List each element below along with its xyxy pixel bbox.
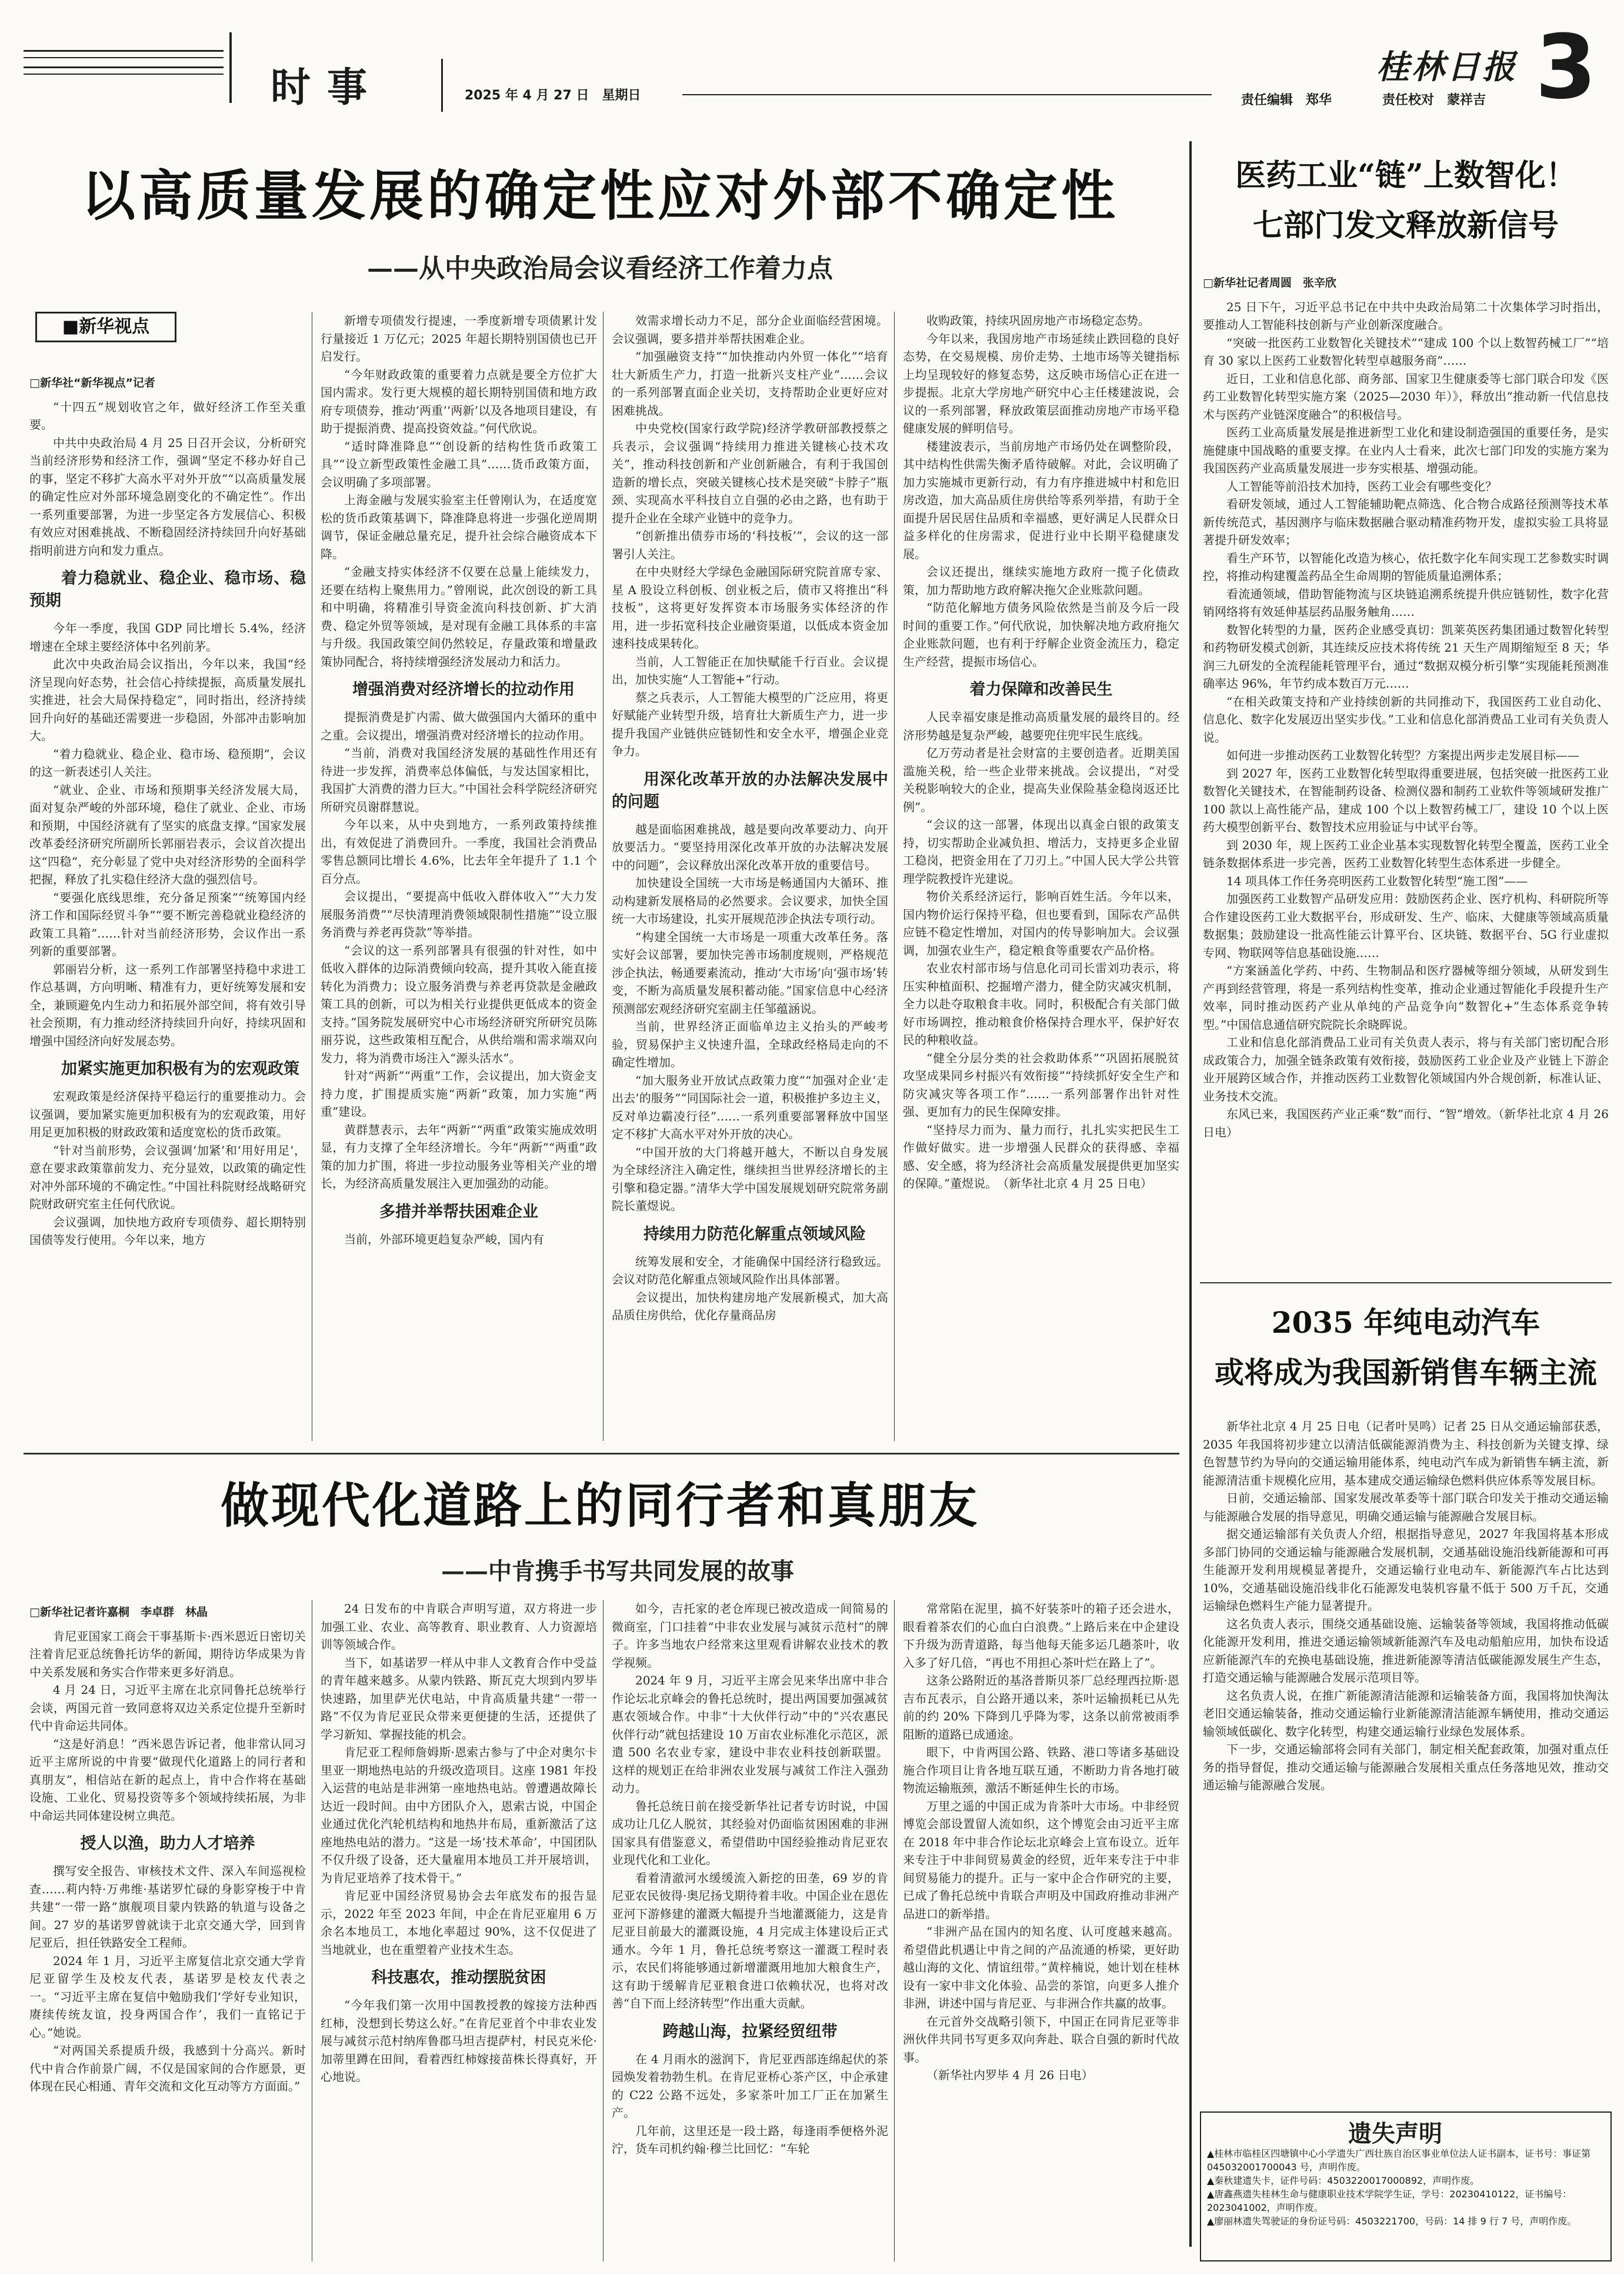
masthead — [0, 0, 1624, 124]
paragraph: 郭丽岩分析，这一系列工作部署坚持稳中求进工作总基调，方向明晰、精准有力，更好统筹发展和安全，兼顾避免内生动力和拓展外部空间，将有效引导社会预期，有力推动经济持续回升向好，持续巩固和增强中国经济向好发展态势。 — [29, 962, 306, 1048]
paragraph: 2024 年 9 月，习近平主席会见来华出席中非合作论坛北京峰会的鲁托总统时，提出两国要加强减贫惠农领域合作。中非“十大伙伴行动”中的“兴农惠民伙伴行动”就包括建设 10 万亩农业标准化示范区，派遣 500 名农业专家，建设中非农业科技创新联盟。这样的规划正在给非洲农业发展与减贫工作注入强劲动力。 — [612, 1673, 888, 1795]
paragraph: 医药工业高质量发展是推进新型工业化和建设制造强国的重要任务，是实施健康中国战略的重要支撑。在业内人士看来，此次七部门印发的实施方案为我国医药产业高质量发展进一步夯实根基、增强动能。 — [1203, 425, 1609, 475]
paragraph: 到 2027 年，医药工业数智化转型取得重要进展，包括突破一批医药工业数智化关键技术，在智能制药设备、检测仪器和制药工业软件等领域研发推广 100 款以上高性能产品，建成 100 个以上数智药械工厂，建设 10 个以上医药大模型创新平台、数智技术应用验证与中试平台等。 — [1203, 766, 1609, 834]
notice-item: ▲秦秋建遗失卡，证件号码：4503220017000892，声明作废。 — [1207, 2175, 1480, 2186]
paragraph: 日前，交通运输部、国家发展改革委等十部门联合印发关于推动交通运输与能源融合发展的指导意见，明确交通运输与能源融合发展目标。 — [1203, 1491, 1609, 1523]
editor-credit: 责任编辑 郑华 — [1241, 93, 1332, 108]
lead-byline: □新华社“新华视点”记者 — [29, 376, 155, 389]
paragraph: 宏观政策是经济保持平稳运行的重要推动力。会议强调，要加紧实施更加积极有为的宏观政策，用好用足更加积极的财政政策和适度宽松的货币政策。 — [29, 1089, 306, 1139]
bottom-col2b-paragraphs — [321, 1996, 597, 2086]
section-title: 时事 — [271, 64, 384, 111]
paragraph: 看研发领域，通过人工智能辅助靶点筛选、化合物合成路径预测等技术革新传统范式，基因测序与临床数据融合驱动精准药物开发，虚拟实验工具将显著提升研发效率； — [1203, 497, 1609, 547]
lead-headline: 以高质量发展的确定性应对外部不确定性 — [81, 165, 1119, 228]
side-top-body — [1203, 271, 1609, 1270]
lead-col2b-paragraphs — [321, 708, 597, 1193]
paragraph: 24 日发布的中肯联合声明写道，双方将进一步加强工业、农业、高等教育、职业教育、人力资源培训等领域合作。 — [321, 1602, 597, 1652]
bottom-col3-paragraphs — [612, 1600, 888, 2013]
paragraph: “着力稳就业、稳企业、稳市场、稳预期”，会议的这一新表述引人关注。 — [29, 746, 306, 779]
paragraph: 上海金融与发展实验室主任曾刚认为，在适度宽松的货币政策基调下，降准降息将进一步强化逆周期调节，保证金融总量充足，提升社会综合融资成本下降。 — [321, 493, 597, 561]
paragraph: 据交通运输部有关负责人介绍，根据指导意见，2027 年我国将基本形成多部门协同的交通运输与能源融合发展机制，交通基础设施沿线新能源和可再生能源开发利用规模显著提升，交通运输行业电动车、新能源汽车占比达到 10%，交通基础设施沿线非化石能源发电装机容量不低于 500 万千瓦，交通运输绿色燃料生产能力显著提升。 — [1203, 1527, 1609, 1613]
paragraph: 东风已来，我国医药产业正乘“数”而行、“智”增效。（新华社北京 4 月 26 日电） — [1203, 1107, 1609, 1139]
paragraph: “当前，消费对我国经济发展的基础性作用还有待进一步发挥，消费率总体偏低，与发达国家相比，我国扩大消费的潜力巨大。”中国社会科学院经济研究所研究员谢群慧说。 — [321, 746, 597, 814]
paragraph: 到 2030 年，规上医药工业企业基本实现数智化转型全覆盖，医药工业全链条数据体系进一步完善，医药工业数智化转型生态体系进一步健全。 — [1203, 838, 1609, 870]
bottom-byline: □新华社记者许嘉桐 李卓群 林晶 — [29, 1606, 208, 1619]
paragraph: 在 4 月雨水的滋润下，肯尼亚西部连绵起伏的茶园焕发着勃勃生机。在肯尼亚桥心茶产区，中企承建的 C22 公路不远处，多家茶叶加工厂正在加紧生产。 — [612, 2051, 888, 2120]
paragraph: “突破一批医药工业数智化关键技术”“建成 100 个以上数智药械工厂”“培育 30 家以上医药工业数智化转型卓越服务商”…… — [1203, 335, 1609, 368]
lead-col1c-paragraphs — [29, 1088, 306, 1249]
paragraph: 几年前，这里还是一段土路，每逢雨季便格外泥泞，货车司机约翰·穆兰比回忆：“车轮 — [612, 2123, 888, 2156]
page-number: 3 — [1535, 16, 1597, 119]
bottom-subheading-2: 科技惠农，推动摆脱贫困 — [371, 1969, 546, 1987]
paragraph: 如今，吉托家的老仓库现已被改造成一间简易的微商室，门口挂着“中非农业发展与减贫示范村”的牌子。许多当地农户经常来这里观看讲解农业技术的教学视频。 — [612, 1602, 888, 1670]
bottom-col-divider-3 — [894, 1600, 895, 2261]
paragraph: 鲁托总统日前在接受新华社记者专访时说，中国成功让几亿人脱贫，其经验对仍面临贫困困难的非洲国家具有借鉴意义，希望借助中国经验推动肯尼亚农业现代化和工业化。 — [612, 1799, 888, 1867]
paragraph: “就业、企业、市场和预期事关经济发展大局，面对复杂严峻的外部环境，稳住了就业、企业、市场和预期，中国经济就有了坚实的底盘支撑。”国家发展改革委经济研究所副所长郭丽岩表示，会议首次提出这“四稳”，充分彰显了党中央对经济形势的全面科学把握，释放了扎实稳住经济大盘的强烈信号。 — [29, 782, 306, 886]
bottom-subheading-3: 跨越山海，拉紧经贸纽带 — [662, 2022, 838, 2041]
lead-col-divider-3 — [894, 312, 895, 1441]
paragraph: “对两国关系提质升级，我感到十分高兴。新时代中肯合作前景广阔，不仅是国家间的合作愿景，更体现在民心相通、青年交流和文化互动等方方面面。” — [29, 2043, 306, 2093]
lead-subheading-2: 加紧实施更加积极有为的宏观政策 — [61, 1060, 299, 1078]
bottom-subheading-1: 授人以渔，助力人才培养 — [80, 1834, 255, 1853]
paragraph: “今年财政政策的重要着力点就是要全方位扩大国内需求。发行更大规模的超长期特别国债和地方政府专项债券，推动‘两重’‘两新’以及各地项目建设，有助于提振消费、提高投资效益。”何代欣说。 — [321, 367, 597, 435]
paragraph: 4 月 24 日，习近平主席在北京同鲁托总统举行会谈，两国元首一致同意将双边关系定位提升至新时代中肯命运共同体。 — [29, 1683, 306, 1733]
paragraph: 收购政策，持续巩固房地产市场稳定态势。 — [926, 313, 1150, 328]
paragraph: “十四五”规划收官之年，做好经济工作至关重要。 — [29, 399, 306, 432]
lead-col4b-paragraphs — [903, 708, 1179, 1193]
paragraph: 在元首外交战略引领下，中国正在同肯尼亚等非洲伙伴共同书写更多双向奔赴、联合自强的新时代故事。 — [903, 2014, 1179, 2064]
paragraph: 看流通领域，借助智能物流与区块链追溯系统提升供应链韧性，数字化营销网络将有效延伸基层药品服务触角…… — [1203, 586, 1609, 619]
paragraph: 越是面临困难挑战，越是要向改革要动力、向开放要活力。“要坚持用深化改革开放的办法解决发展中的问题”，会议释放出深化改革开放的重要信号。 — [612, 822, 888, 872]
paragraph: 肯尼亚中国经济贸易协会去年底发布的报告显示，2022 年至 2023 年间，中企在肯尼亚雇用 6 万余名本地员工，本地化率超过 90%，这不仅促进了当地就业，也在重塑着产业技术生态。 — [321, 1889, 597, 1957]
paragraph: 今年一季度，我国 GDP 同比增长 5.4%，经济增速在全球主要经济体中名列前茅。 — [29, 621, 306, 653]
paragraph: “非洲产品在国内的知名度、认可度越来越高。希望借此机遇让中肯之间的产品流通的桥梁，更好助越山海的文化、情谊纽带。”黄梓楠说，她计划在桂林设有一家中非文化体验、品尝的茶馆，向更多人推介非洲，讲述中国与肯尼亚、与非洲合作共赢的故事。 — [903, 1924, 1179, 2010]
paragraph: 新华社北京 4 月 25 日电（记者叶昊鸣）记者 25 日从交通运输部获悉，2035 年我国将初步建立以清洁低碳能源消费为主、科技创新为关键支撑、绿色智慧节约为导向的交通运输用能体系，纯电动汽车成为新销售车辆主流，新能源清洁重卡规模化应用，基本建成交通运输绿色燃料供应体系等发展目标。 — [1203, 1419, 1609, 1487]
paragraph: 如何进一步推动医药工业数智化转型？方案提出两步走发展目标—— — [1226, 748, 1579, 762]
side-mid-body — [1203, 1417, 1609, 2100]
proof-credit: 责任校对 蒙祥吉 — [1382, 93, 1486, 108]
lead-badge: ■新华视点 — [35, 312, 176, 342]
paragraph: 统筹发展和安全，才能确保中国经济行稳致远。会议对防范化解重点领域风险作出具体部署。 — [612, 1254, 888, 1286]
notice-item: ▲廖丽林遗失驾驶证的身份证号码：4503221700，号码：14 排 9 行 7 号，声明作废。 — [1207, 2216, 1577, 2227]
paragraph: “金融支持实体经济不仅要在总量上能续发力，还要在结构上聚焦用力。”曾刚说，此次创设的新工具和中明确，将精准引导资金流向科技创新、扩大消费、稳定外贸等领域，是对现有金融工具体系的丰富与升级。我国政策空间仍然较足，存量政策和增量政策协同配合，将持续增强经济发展动力和活力。 — [321, 565, 597, 669]
paragraph: 中共中央政治局 4 月 25 日召开会议，分析研究当前经济形势和经济工作，强调“坚定不移办好自己的事，坚定不移扩大高水平对外开放”“以高质量发展的确定性应对外部环境急剧变化的不确定性”。作出一系列重要部署，为进一步坚定各方发展信心、积极有效应对困难挑战、不断稳固经济持续回升向好基础指明前进方向和发力重点。 — [29, 435, 306, 558]
paragraph: “构建全国统一大市场是一项重大改革任务。落实好会议部署，要加快完善市场制度规则，严格规范涉企执法，畅通要素流动，推动‘大市场’向‘强市场’转变，不断为高质量发展积蓄动能。”国家信息中心经济预测部宏观经济研究室副主任邹蕴涵说。 — [612, 929, 888, 1016]
paragraph: 人工智能等前沿技术加持，医药工业会有哪些变化？ — [1226, 479, 1497, 493]
paragraph: 肯尼亚工程师詹姆斯·恩索古参与了中企对奥尔卡里亚一期地热电站的升级改造项目。这座 1981 年投入运营的电站是非洲第一座地热电站。曾遭遇故障长达近一段时间。由中方团队介入，恩索古说，中国企业通过优化汽轮机结构和地热井布局，重新激活了这座地热电站的潜力。“这是一场‘技术革命’，中国团队不仅升级了设备，还大量雇用本地员工并开展培训，为肯尼亚培养了技术骨干。” — [321, 1745, 597, 1885]
paragraph: 常常陷在泥里，搞不好装茶叶的箱子还会进水，眼看着茶农们的心血白白浪费。”上路后来在中企建设下升级为沥青道路，每当他每天能多运几趟茶叶，收入多了好几倍，“再也不用担心茶叶烂在路上了”。 — [903, 1602, 1179, 1670]
lead-col2-paragraphs — [321, 312, 597, 671]
paragraph: 亿万劳动者是社会财富的主要创造者。近期美国滥施关税，给一些企业带来挑战。会议提出，“对受关税影响较大的企业，提高失业保险基金稳岗返还比例”。 — [903, 746, 1179, 814]
paragraph: “创新推出债券市场的‘科技板’”，会议的这一部署引人关注。 — [612, 529, 888, 561]
side-mid-title-line2: 或将成为我国新销售车辆主流 — [1215, 1355, 1597, 1390]
bottom-col3b-paragraphs — [612, 2050, 888, 2158]
paragraph: 楼建波表示，当前房地产市场仍处在调整阶段，其中结构性供需失衡矛盾待破解。对此，会议明确了加力实施城市更新行动，有力有序推进城中村和危旧房改造，加大高品质住房供给等系列举措，有助于全面提升居民居住品质和幸福感，更好满足人民群众日益多样化的住房需求，促进行业中长期平稳健康发展。 — [903, 439, 1179, 561]
issue-date: 2025 年 4 月 27 日 星期日 — [465, 88, 641, 103]
paragraph: 会议提出，“要提高中低收入群体收入”“大力发展服务消费”“尽快清理消费领域限制性措施”“设立服务消费与养老再贷款”等举措。 — [321, 889, 597, 939]
lead-col1-paragraphs — [29, 398, 306, 560]
paragraph: “加强融资支持”“加快推动内外贸一体化”“培育壮大新质生产力，打造一批新兴支柱产业”……会议的一系列部署直面企业关切，支持帮助企业更好应对困难挑战。 — [612, 349, 888, 418]
paragraph: “今年我们第一次用中国教授教的嫁接方法种西红柿，没想到长势这么好。”在肯尼亚首个中非农业发展与减贫示范村纳库鲁郡马坦吉提萨村，村民克米伦·加蒂里蹲在田间，看着西红柿嫁接苗株长得真好，开心地说。 — [321, 1998, 597, 2084]
paragraph: “这是好消息！”西米恩告诉记者，他非常认同习近平主席所说的中肯要“做现代化道路上的同行者和真朋友”，相信站在新的起点上，肯中合作将在基础设施、工业化、贸易投资等多个领域持续拓展，为非中命运共同体建设树立典范。 — [29, 1736, 306, 1823]
paragraph: 会议强调，加快地方政府专项债券、超长期特别国债等发行使用。今年以来，地方 — [29, 1215, 306, 1247]
paragraph: “会议的这一系列部署具有很强的针对性，如中低收入群体的边际消费倾向较高，提升其收入能直接转化为消费力；设立服务消费与养老再贷款是金融政策工具的创新，可以为相关行业提供更低成本的资金支持。”国务院发展研究中心市场经济研究所研究员陈丽芬说，这些政策相互配合，从供给端和需求端双向发力，将为消费市场注入“源头活水”。 — [321, 943, 597, 1065]
paragraph: “要强化底线思维，充分备足预案”“统筹国内经济工作和国际经贸斗争”“要不断完善稳就业稳经济的政策工具箱”……针对当前经济形势，会议作出一系列新的重要部署。 — [29, 890, 306, 958]
paragraph: 这名负责人表示，围绕交通基础设施、运输装备等领域，我国将推动低碳化能源开发利用，推进交通运输领域新能源汽车及电动船舶应用，加快布设适应新能源汽车的充换电基础设施，推进新能源等清洁低碳能源发展生产生态，打造交通运输与能源融合发展示范项目等。 — [1203, 1616, 1609, 1684]
side-top-title-line2: 七部门发文释放新信号 — [1252, 208, 1559, 243]
paragraph: 会议提出，加快构建房地产发展新模式，加大高品质住房供给，优化存量商品房 — [612, 1290, 888, 1322]
paragraph: 当下，如基诺罗一样从中非人文教育合作中受益的青年越来越多。从蒙内铁路、斯瓦克大坝到内罗毕快速路，加里萨光伏电站，中肯高质量共建“一带一路”不仅为肯尼亚民众带来更便捷的生活，还提供了学习新知、掌握技能的机会。 — [321, 1655, 597, 1742]
paragraph: 农业农村部市场与信息化司司长雷刘功表示，将压实种植面积、挖掘增产潜力，健全防灾减灾机制，全力以赴夺取粮食丰收。同时，积极配合有关部门做好市场调控，推动粮食价格保持合理水平，保护好农民的种粮收益。 — [903, 961, 1179, 1047]
paragraph: “方案涵盖化学药、中药、生物制品和医疗器械等细分领域，从研发到生产再到经营管理，将是一系列结构性变革，推动企业通过智能化手段提升生产效率，同时推动医药产业从单纯的产品竞争向“数智化+”生态体系竞争转型。”中国信息通信研究院院长余晓晖说。 — [1203, 963, 1609, 1032]
bottom-subheadline: ——中肯携手书写共同发展的故事 — [441, 1557, 794, 1585]
paragraph: 中央党校(国家行政学院)经济学教研部教授蔡之兵表示，会议强调“持续用力推进关键核心技术攻关”，推动科技创新和产业创新融合，有利于我国创造新的增长点，突破关键核心技术是突破“卡脖子”瓶颈、实现高水平科技自立自强的必由之路，也有助于提升企业在全球产业链中的竞争力。 — [612, 421, 888, 525]
paragraph: 当前，外部环境更趋复杂严峻，国内有 — [344, 1232, 544, 1246]
paragraph: 当前，人工智能正在加快赋能千行百业。会议提出，加快实施“人工智能+”行动。 — [612, 654, 888, 686]
paragraph: 2024 年 1 月，习近平主席复信北京交通大学肯尼亚留学生及校友代表，基诺罗是校友代表之一。“习近平主席在复信中勉励我们‘学好专业知识，赓续传统友谊，投身两国合作’，我们一直铭记于心。”她说。 — [29, 1953, 306, 2040]
lost-notice-box — [1200, 2111, 1612, 2261]
paragraph: （新华社内罗毕 4 月 26 日电） — [926, 2068, 1093, 2082]
paragraph: “适时降准降息”“创设新的结构性货币政策工具”“设立新型政策性金融工具”……货币政策方面，会议明确了多项部署。 — [321, 439, 597, 489]
paragraph: 这条公路附近的基洛普斯贝茶厂总经理西拉斯·恩吉布瓦表示，自公路开通以来，茶叶运输损耗已从先前的约 20% 下降到几乎降为零，这条以前常被雨季阻断的道路已成通途。 — [903, 1673, 1179, 1742]
bottom-col1b-paragraphs — [29, 1862, 306, 2096]
right-column-divider — [1189, 141, 1192, 2247]
lead-subheading-1: 着力稳就业、稳企业、稳市场、稳预期 — [29, 569, 306, 610]
paragraph: 这名负责人说，在推广新能源清洁能源和运输装备方面，我国将加快淘汰老旧交通运输装备，推动交通运输行业新能源清洁能源车辆使用，推动交通运输领域低碳化、数字化转型，构建交通运输行业绿色发展体系。 — [1203, 1688, 1609, 1739]
paragraph: 蔡之兵表示，人工智能大模型的广泛应用，将更好赋能产业转型升级，培育壮大新质生产力，进一步提升我国产业链供应链韧性和安全水平，增强企业竞争力。 — [612, 690, 888, 758]
masthead-line-right — [682, 94, 1212, 95]
lost-notice-title: 遗失声明 — [1348, 2120, 1442, 2147]
lead-subheading-3: 增强消费对经济增长的拉动作用 — [352, 681, 575, 699]
paragraph: 针对“两新”“两重”工作，会议提出，加大资金支持力度，扩围提质实施“两新”政策，加力实施“两重”建设。 — [321, 1069, 597, 1119]
paragraph: 效需求增长动力不足，部分企业面临经营困境。会议强调，要多措并举帮扶困难企业。 — [612, 313, 888, 346]
lead-subheading-6: 持续用力防范化解重点领域风险 — [643, 1225, 866, 1243]
masthead-divider — [441, 59, 443, 112]
masthead-deco-lines — [24, 32, 235, 85]
paragraph: 人民幸福安康是推动高质量发展的最终目的。经济形势越是复杂严峻，越要兜住兜牢民生底线。 — [903, 710, 1179, 742]
paragraph: 加强医药工业数智产品研发应用：鼓励医药企业、医疗机构、科研院所等合作建设医药工业大数据平台，形成研发、生产、临床、大健康等领域高质量数据集；鼓励建设一批高性能云计算平台、区块链、数据平台、5G 行业虚拟专网、物联网等信息基础设施…… — [1203, 892, 1609, 960]
paragraph: 今年以来，从中央到地方，一系列政策持续推出，有效促进了消费回升。一季度，我国社会消费品零售总额同比增长 4.6%，比去年全年提升了 1.1 个百分点。 — [321, 818, 597, 886]
bottom-column-4 — [903, 1600, 1179, 2261]
notice-item: ▲桂林市临桂区四塘镇中心小学遗失广西壮族自治区事业单位法人证书副本，证书号：事证第 045032001700043 号，声明作废。 — [1207, 2148, 1591, 2173]
paragraph: 下一步，交通运输部将会同有关部门，制定相关配套政策，加强对重点任务的指导督促，推动交通运输与能源融合发展相关重点任务落地见效，推动交通运输与能源融合发展。 — [1203, 1742, 1609, 1792]
paragraph: 在中央财经大学绿色金融国际研究院首席专家、星 A 股设立科创板、创业板之后，债市又将推出“科技板”，这将更好发挥资本市场服务实体经济的作用，进一步拓宽科技企业融资渠道，以低成本资金加速科技成果转化。 — [612, 565, 888, 651]
paragraph: 肯尼亚国家工商会干事基斯卡·西米恩近日密切关注着肯尼亚总统鲁托访华的新闻，期待访华成果为肯中关系发展和务实合作带来更多好消息。 — [29, 1629, 306, 1679]
bottom-col4-paragraphs — [903, 1600, 1179, 2084]
lead-col3c-paragraphs — [612, 1253, 888, 1325]
paragraph: 此次中央政治局会议指出，今年以来，我国“经济呈现向好态势，社会信心持续提振，高质量发展扎实推进，社会大局保持稳定”，同时指出，经济持续回升向好的基础还需要进一步稳固，外部冲击影响加大。 — [29, 657, 306, 743]
notice-item: ▲唐鑫燕遗失桂林生命与健康职业技术学院学生证，学号：20230410122，证书编号：2023041002，声明作废。 — [1207, 2189, 1572, 2213]
paragraph: 万里之遥的中国正成为肯茶叶大市场。中非经贸博览会部设置留人流如织，这个博览会由习近平主席在 2018 年中非合作论坛北京峰会上宣布设立。近年来专注于中非间贸易黄金的经贸，近年来专注于中非间贸易能力的提升。正与一家中企合作研究的主要，已成了鲁托总统中肯联合声明及中国政府推动非洲产品进口的新举措。 — [903, 1799, 1179, 1921]
paragraph: “会议的这一部署，体现出以真金白银的政策支持，切实帮助企业减负担、增活力，支持更多企业留工稳岗，把资金用在了刀刃上。”中国人民大学公共管理学院教授许光建说。 — [903, 818, 1179, 886]
paragraph: “中国开放的大门将越开越大，不断以自身发展为全球经济注入确定性，继续担当世界经济增长的主引擎和稳定器。”清华大学中国发展规划研究院常务副院长董煜说。 — [612, 1145, 888, 1213]
lead-col1b-paragraphs — [29, 619, 306, 1050]
side-mid-paragraphs — [1203, 1417, 1609, 1794]
paragraph: 提振消费是扩内需、做大做强国内大循环的重中之重。会议提出，增强消费对经济增长的拉动作用。 — [321, 710, 597, 742]
side-top-title-line1: 医药工业“链”上数智化！ — [1235, 158, 1576, 194]
paragraph: 近日，工业和信息化部、商务部、国家卫生健康委等七部门联合印发《医药工业数智化转型实施方案（2025—2030 年）》，释放出“推动新一代信息技术与医药产业链深度融合”的积极信号。 — [1203, 371, 1609, 422]
paragraph: 数智化转型的力量，医药企业感受真切：凯莱英医药集团通过数智化转型和药物研发模式创新，其连续反应技术将传统 21 天生产周期缩短至 8 天；华润三九研发的全流程能耗管理平台，通过“数据双模分析引擎”实现能耗预测准确率达 96%，年节约成本数百万元…… — [1203, 622, 1609, 690]
lead-column-3 — [612, 312, 888, 1441]
paragraph: 撰写安全报告、审核技术文件、深入车间巡视检查……莉内特·万弗维·基诺罗忙碌的身影穿梭于中肯共建“一带一路”旗舰项目蒙内铁路的轨道与设备之间。27 岁的基诺罗曾就读于北京交通大学，回到肯尼亚后，担任铁路安全工程师。 — [29, 1864, 306, 1950]
side-mid-title-line1: 2035 年纯电动汽车 — [1271, 1305, 1540, 1340]
side-top-byline: □新华社记者周圆 张辛欣 — [1203, 276, 1336, 289]
side-divider-1 — [1200, 1282, 1612, 1283]
bottom-column-2 — [321, 1600, 597, 2261]
lost-notice-items — [1207, 2147, 1605, 2259]
paragraph: “坚持尽力而为、量力而行，扎扎实实把民生工作做好做实。进一步增强人民群众的获得感、幸福感、安全感，将为经济社会高质量发展提供更加坚实的保障。”董煜说。 （新华社北京 4 月 25 日电） — [903, 1122, 1179, 1190]
paragraph: 14 项具体工作任务亮明医药工业数智化转型“施工图”—— — [1226, 873, 1528, 888]
side-top-paragraphs — [1203, 298, 1609, 1142]
bottom-article-rule — [24, 1453, 1179, 1455]
lead-subheading-5: 用深化改革开放的办法解决发展中的问题 — [612, 770, 888, 811]
lead-subheadline: ——从中央政治局会议看经济工作着力点 — [367, 253, 833, 283]
paragraph: “健全分层分类的社会救助体系”“巩固拓展脱贫攻坚成果同乡村振兴有效衔接”“持续抓好安全生产和防灾减灾等各项工作”……一系列部署作出针对性强、更加有力的民生保障安排。 — [903, 1050, 1179, 1119]
lead-col3b-paragraphs — [612, 820, 888, 1215]
bottom-col1-paragraphs — [29, 1627, 306, 1825]
paragraph: 黄群慧表示，去年“两新”“两重”政策实施成效明显，有力支撑了全年经济增长。今年“两新”“两重”政策的加力扩围，将进一步拉动服务业等相关产业的增长，为经济高质量发展注入更加强劲的动能。 — [321, 1122, 597, 1190]
paragraph: 加快建设全国统一大市场是畅通国内大循环、推动构建新发展格局的必然要求。会议要求，加快全国统一大市场建设，扎实开展规范涉企执法专项行动。 — [612, 876, 888, 926]
paragraph: 看生产环节，以智能化改造为核心，依托数字化车间实现工艺参数实时调控，将推动构建覆盖药品全生命周期的智能质量追溯体系； — [1203, 551, 1609, 583]
paragraph: “针对当前形势，会议强调‘加紧’和‘用好用足’，意在要求政策靠前发力、充分显效，以政策的确定性对冲外部环境的不确定性。”中国社科院财经战略研究院财政研究室主任何代欣说。 — [29, 1143, 306, 1211]
lead-column-2 — [321, 312, 597, 1441]
bottom-column-3 — [612, 1600, 888, 2261]
paragraph: 25 日下午，习近平总书记在中共中央政治局第二十次集体学习时指出，要推动人工智能科技创新与产业创新深度融合。 — [1203, 299, 1609, 332]
paper-name: 桂林日报 — [1376, 48, 1518, 86]
bottom-col2-paragraphs — [321, 1600, 597, 1959]
paragraph: 会议还提出，继续实施地方政府一揽子化债政策，加力帮助地方政府解决拖欠企业账款问题。 — [903, 565, 1179, 597]
paragraph: “加大服务业开放试点政策力度”“加强对企业‘走出去’的服务”“同国际社会一道，积极推护多边主义，反对单边霸凌行径”……一系列重要部署释放中国坚定不移扩大高水平对外开放的决心。 — [612, 1073, 888, 1141]
paragraph: “防范化解地方债务风险依然是当前及今后一段时间的重要工作。”何代欣说，加快解决地方政府拖欠企业账款问题，也有利于纾解企业资金流压力，稳定生产经营，提振市场信心。 — [903, 601, 1179, 669]
lead-column-4 — [903, 312, 1179, 1441]
lead-subheading-7: 着力保障和改善民生 — [969, 681, 1113, 699]
lead-col2c-paragraphs — [321, 1230, 597, 1249]
lead-subheading-4: 多措并举帮扶困难企业 — [379, 1202, 538, 1221]
paragraph: 眼下，中肯两国公路、铁路、港口等诸多基础设施合作项目让肯各地互联互通，不断助力肯各地打破物流运输瓶颈，激活不断延伸生长的市场。 — [903, 1745, 1179, 1795]
lead-col3-paragraphs — [612, 312, 888, 760]
bottom-column-1 — [29, 1600, 306, 2261]
lead-col4-paragraphs — [903, 312, 1179, 671]
paragraph: 今年以来，我国房地产市场延续止跌回稳的良好态势，在交易规模、房价走势、土地市场等关键指标上均呈现较好的修复态势，这反映市场信心正在进一步提振。北京大学房地产研究中心主任楼建波说，会议的一系列部署，释放政策层面推动房地产市场平稳健康发展的鲜明信号。 — [903, 331, 1179, 435]
paragraph: 物价关系经济运行，影响百姓生活。今年以来，国内物价运行保持平稳，但也要看到，国际农产品供应链不稳定性增加，对国内的传导影响加大。会议强调，加强农业生产，稳定粮食等重要农产品价格。 — [903, 889, 1179, 958]
paragraph: 工业和信息化部消费品工业司有关负责人表示，将与有关部门密切配合形成政策合力，加强全链条政策有效衔接，鼓励医药工业企业及产业链上下游企业开展跨区域合作，并推动医药工业数智化领域国内外合规创新，标准认证、业务技术交流。 — [1203, 1035, 1609, 1103]
paragraph: 看着清澈河水缓缓流入新挖的田垄，69 岁的肯尼亚农民彼得·奥尼扬戈期待着丰收。中国企业在恩佐亚河下游修建的灌溉大幅提升当地灌溉能力，这是肯尼亚目前最大的灌溉设施，4 月完成主体建设后正式通水。今年 1 月，鲁托总统考察这一灌溉工程时表示，农民们将能够通过新增灌溉用地加大粮食生产，这有助于缓解肯尼亚粮食进口依赖状况，也将对改善“自下而上经济转型”作出重大贡献。 — [612, 1870, 888, 2010]
paragraph: “在相关政策支持和产业持续创新的共同推动下，我国医药工业自动化、信息化、数字化发展迈出坚实步伐。”工业和信息化部消费品工业司有关负责人说。 — [1203, 694, 1609, 745]
paragraph: 当前，世界经济正面临单边主义抬头的严峻考验，贸易保护主义快速升温，全球政经格局走向的不确定性增加。 — [612, 1019, 888, 1069]
bottom-headline: 做现代化道路上的同行者和真朋友 — [220, 1477, 979, 1534]
paragraph: 新增专项债发行提速，一季度新增专项债累计发行量接近 1 万亿元；2025 年超长期特别国债也已开启发行。 — [321, 313, 597, 363]
